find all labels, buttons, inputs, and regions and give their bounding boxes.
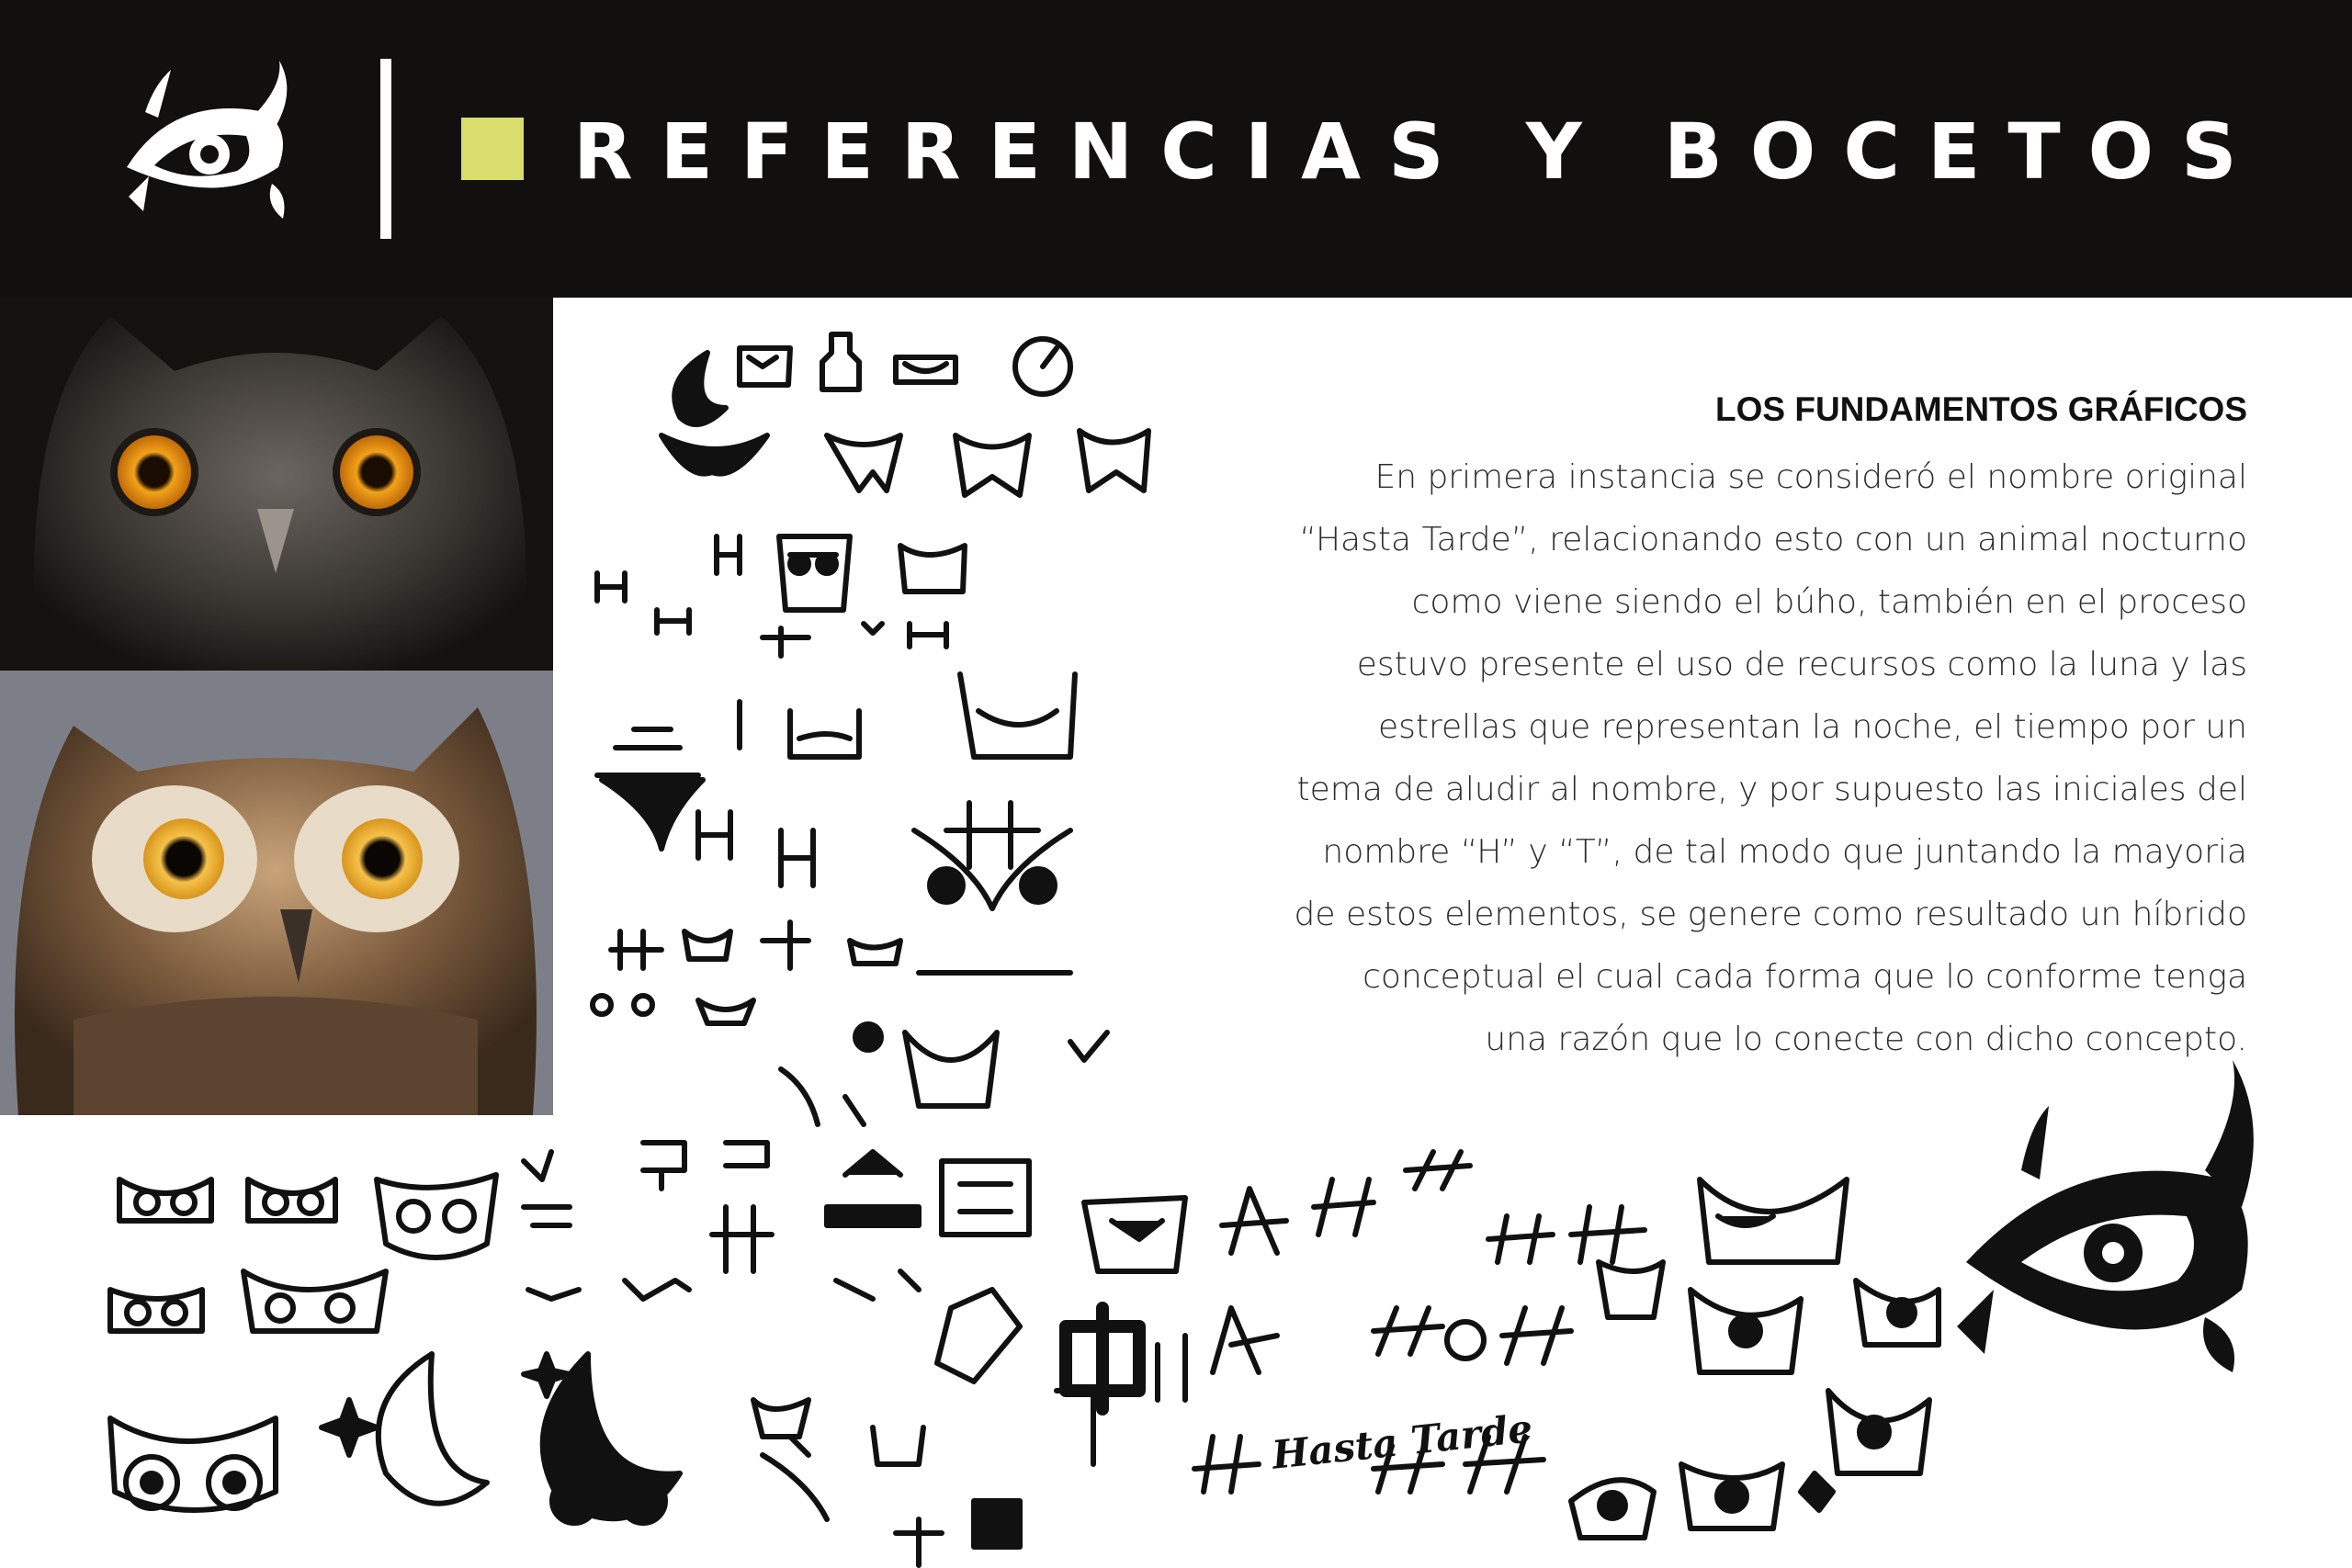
star-sketch-icon xyxy=(322,1400,377,1455)
owl-eye-final-sketch-icon xyxy=(1957,1060,2254,1372)
owl-eye-logo-icon xyxy=(118,57,301,231)
paragraph-line: conceptual el cual cada forma que lo conforme tenga xyxy=(1363,958,2247,996)
paragraph-line: una razón que lo conecte con dicho concepto. xyxy=(1485,1021,2247,1058)
great-horned-owl-dark-photo xyxy=(0,298,553,671)
paragraph-line: En primera instancia se consideró el nombre original xyxy=(1374,458,2247,496)
paragraph-line: de estos elementos, se genere como resultado un híbrido xyxy=(1294,896,2247,933)
paragraph-line: tema de aludir al nombre, y por supuesto las iniciales del xyxy=(1296,771,2247,808)
clock-sketch-icon xyxy=(1015,339,1070,394)
header-divider xyxy=(380,59,391,239)
description-paragraph xyxy=(1176,446,2247,1071)
paragraph-line: nombre “H” y “T”, de tal modo que juntando la mayoria xyxy=(1322,833,2247,871)
ht-monogram-sketch-icon xyxy=(827,1152,919,1225)
page-title: REFERENCIAS Y BOCETOS xyxy=(573,107,2265,197)
fundamentos-text-block xyxy=(1176,386,2247,1071)
owl-eyes-sketch-icon xyxy=(740,348,790,385)
header-bar xyxy=(0,0,2352,298)
paragraph-line: como viene siendo el búho, también en el proceso xyxy=(1411,583,2247,621)
paragraph-line: “Hasta Tarde”, relacionando esto con un animal nocturno xyxy=(1299,521,2247,558)
paragraph-line: estrellas que representan la noche, el tiempo por un xyxy=(1377,708,2247,746)
great-horned-owl-brown-photo xyxy=(0,671,553,1115)
section-title: LOS FUNDAMENTOS GRÁFICOS xyxy=(1715,390,2247,428)
moon-sketch-icon xyxy=(674,353,726,424)
bottle-sketch-icon xyxy=(822,334,859,389)
accent-square xyxy=(461,118,524,180)
paragraph-line: estuvo presente el uso de recursos como la luna y las xyxy=(1356,646,2247,683)
moon-sketch-icon xyxy=(379,1354,487,1504)
script-hasta-tarde: Hasta Tarde xyxy=(1270,1405,1535,1478)
